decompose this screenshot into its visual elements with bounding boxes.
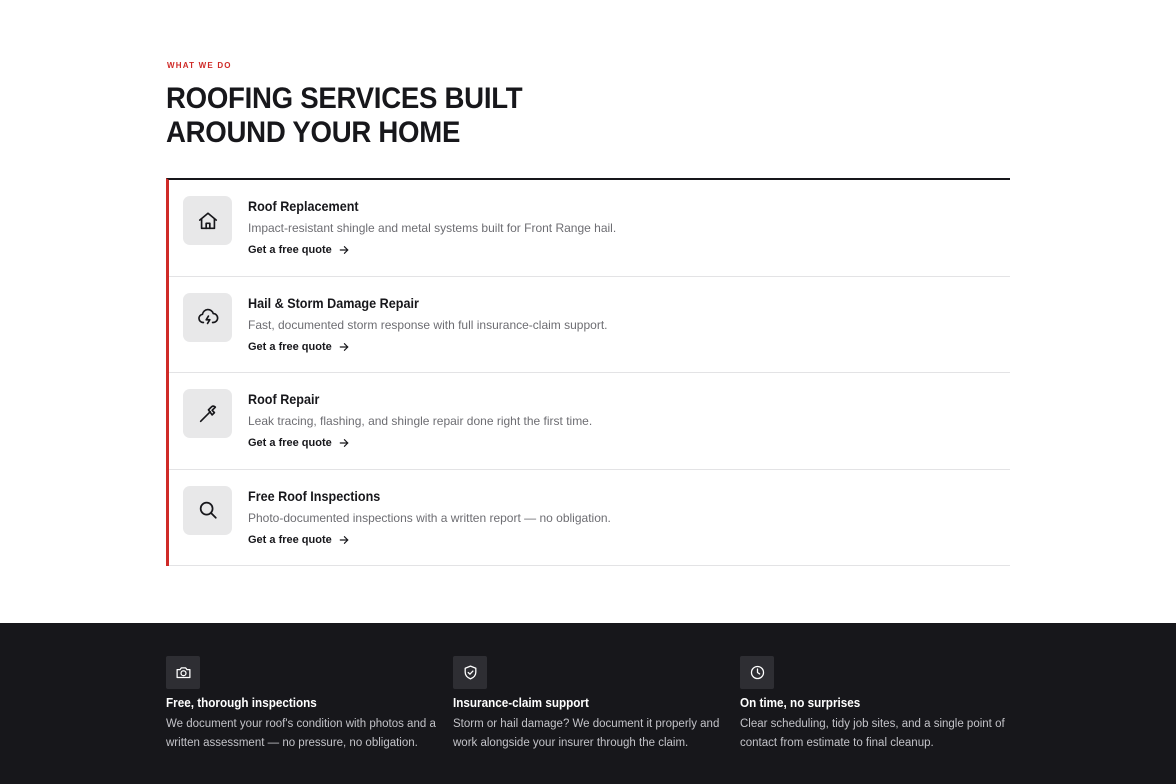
get-quote-label: Get a free quote	[248, 244, 332, 256]
service-item-roof-replacement	[169, 180, 1010, 277]
feature-description: Storm or hail damage? We document it properly and work alongside your insurer through the claim.	[453, 718, 720, 749]
search-icon	[183, 486, 232, 535]
get-quote-label: Get a free quote	[248, 340, 332, 353]
feature-description: We document your roof's condition with photos and a written assessment — no pressure, no obligation.	[166, 718, 436, 749]
feature-inspections	[166, 656, 436, 753]
service-title: Roof Repair	[248, 391, 320, 407]
service-list	[166, 178, 1010, 566]
get-quote-link[interactable]	[248, 436, 349, 450]
service-title: Hail & Storm Damage Repair	[248, 294, 419, 311]
get-quote-link[interactable]	[248, 533, 349, 547]
feature-insurance	[453, 656, 723, 753]
hammer-icon	[183, 389, 232, 438]
service-item-roof-repair	[169, 373, 1010, 470]
arrow-right-icon	[339, 438, 349, 448]
arrow-right-icon	[339, 245, 349, 255]
feature-title: Insurance-claim support	[453, 695, 589, 710]
get-quote-link[interactable]	[248, 340, 349, 354]
features-band	[0, 623, 1176, 784]
section-title-line-2: AROUND YOUR HOME	[166, 116, 461, 149]
feature-title: Free, thorough inspections	[166, 695, 317, 710]
clock-icon	[740, 656, 774, 689]
get-quote-label: Get a free quote	[248, 533, 332, 546]
get-quote-label: Get a free quote	[248, 437, 332, 449]
section-eyebrow: WHAT WE DO	[167, 61, 232, 70]
section-title-line-1: ROOFING SERVICES BUILT	[166, 82, 523, 115]
camera-icon	[166, 656, 200, 689]
feature-title: On time, no surprises	[740, 695, 861, 710]
service-description: Fast, documented storm response with full insurance-claim support.	[248, 317, 608, 332]
home-icon	[183, 196, 232, 245]
cloud-lightning-icon	[183, 293, 232, 342]
service-description: Impact-resistant shingle and metal systems built for Front Range hail.	[248, 221, 617, 235]
shield-check-icon	[453, 656, 487, 689]
arrow-right-icon	[339, 342, 349, 352]
service-description: Photo-documented inspections with a written report — no obligation.	[248, 510, 611, 525]
section-title	[166, 82, 534, 150]
service-item-hail-storm	[169, 277, 1010, 374]
service-title: Roof Replacement	[248, 198, 359, 214]
feature-description: Clear scheduling, tidy job sites, and a single point of contact from estimate to final cleanup.	[740, 718, 1005, 749]
arrow-right-icon	[339, 535, 349, 545]
get-quote-link[interactable]	[248, 243, 349, 257]
service-description: Leak tracing, flashing, and shingle repair done right the first time.	[248, 414, 593, 428]
service-item-inspections	[169, 470, 1010, 567]
service-title: Free Roof Inspections	[248, 487, 381, 504]
feature-on-time	[740, 656, 1010, 753]
